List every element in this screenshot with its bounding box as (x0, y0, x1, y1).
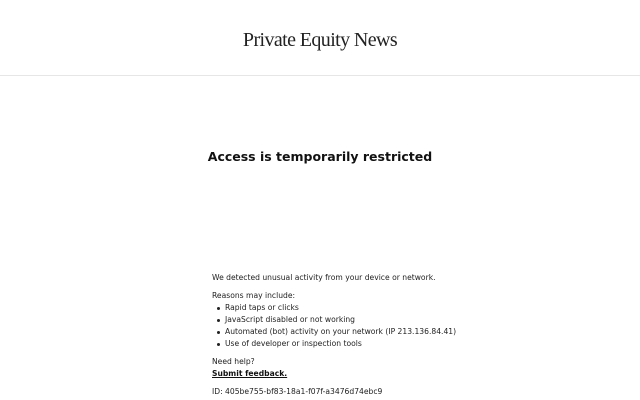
reason-item: Automated (bot) activity on your network (IP 213.136.84.41) (212, 326, 552, 338)
detected-message: We detected unusual activity from your device or network. (212, 273, 436, 282)
request-id: ID: 405be755-bf83-18a1-f07f-a3476d74ebc9 (212, 387, 383, 396)
need-help-label: Need help? (212, 357, 255, 366)
reason-item: JavaScript disabled or not working (212, 314, 552, 326)
help-block (212, 356, 552, 380)
reason-item: Use of developer or inspection tools (212, 338, 552, 350)
site-logo[interactable]: Private Equity News (242, 29, 398, 51)
restriction-details (212, 272, 552, 398)
reasons-list (212, 302, 552, 350)
submit-feedback-link[interactable]: Submit feedback. (212, 369, 288, 378)
site-header (0, 0, 640, 76)
reason-item: Rapid taps or clicks (212, 302, 552, 314)
reasons-label: Reasons may include: (212, 291, 296, 300)
page-title: Access is temporarily restricted (207, 149, 433, 164)
